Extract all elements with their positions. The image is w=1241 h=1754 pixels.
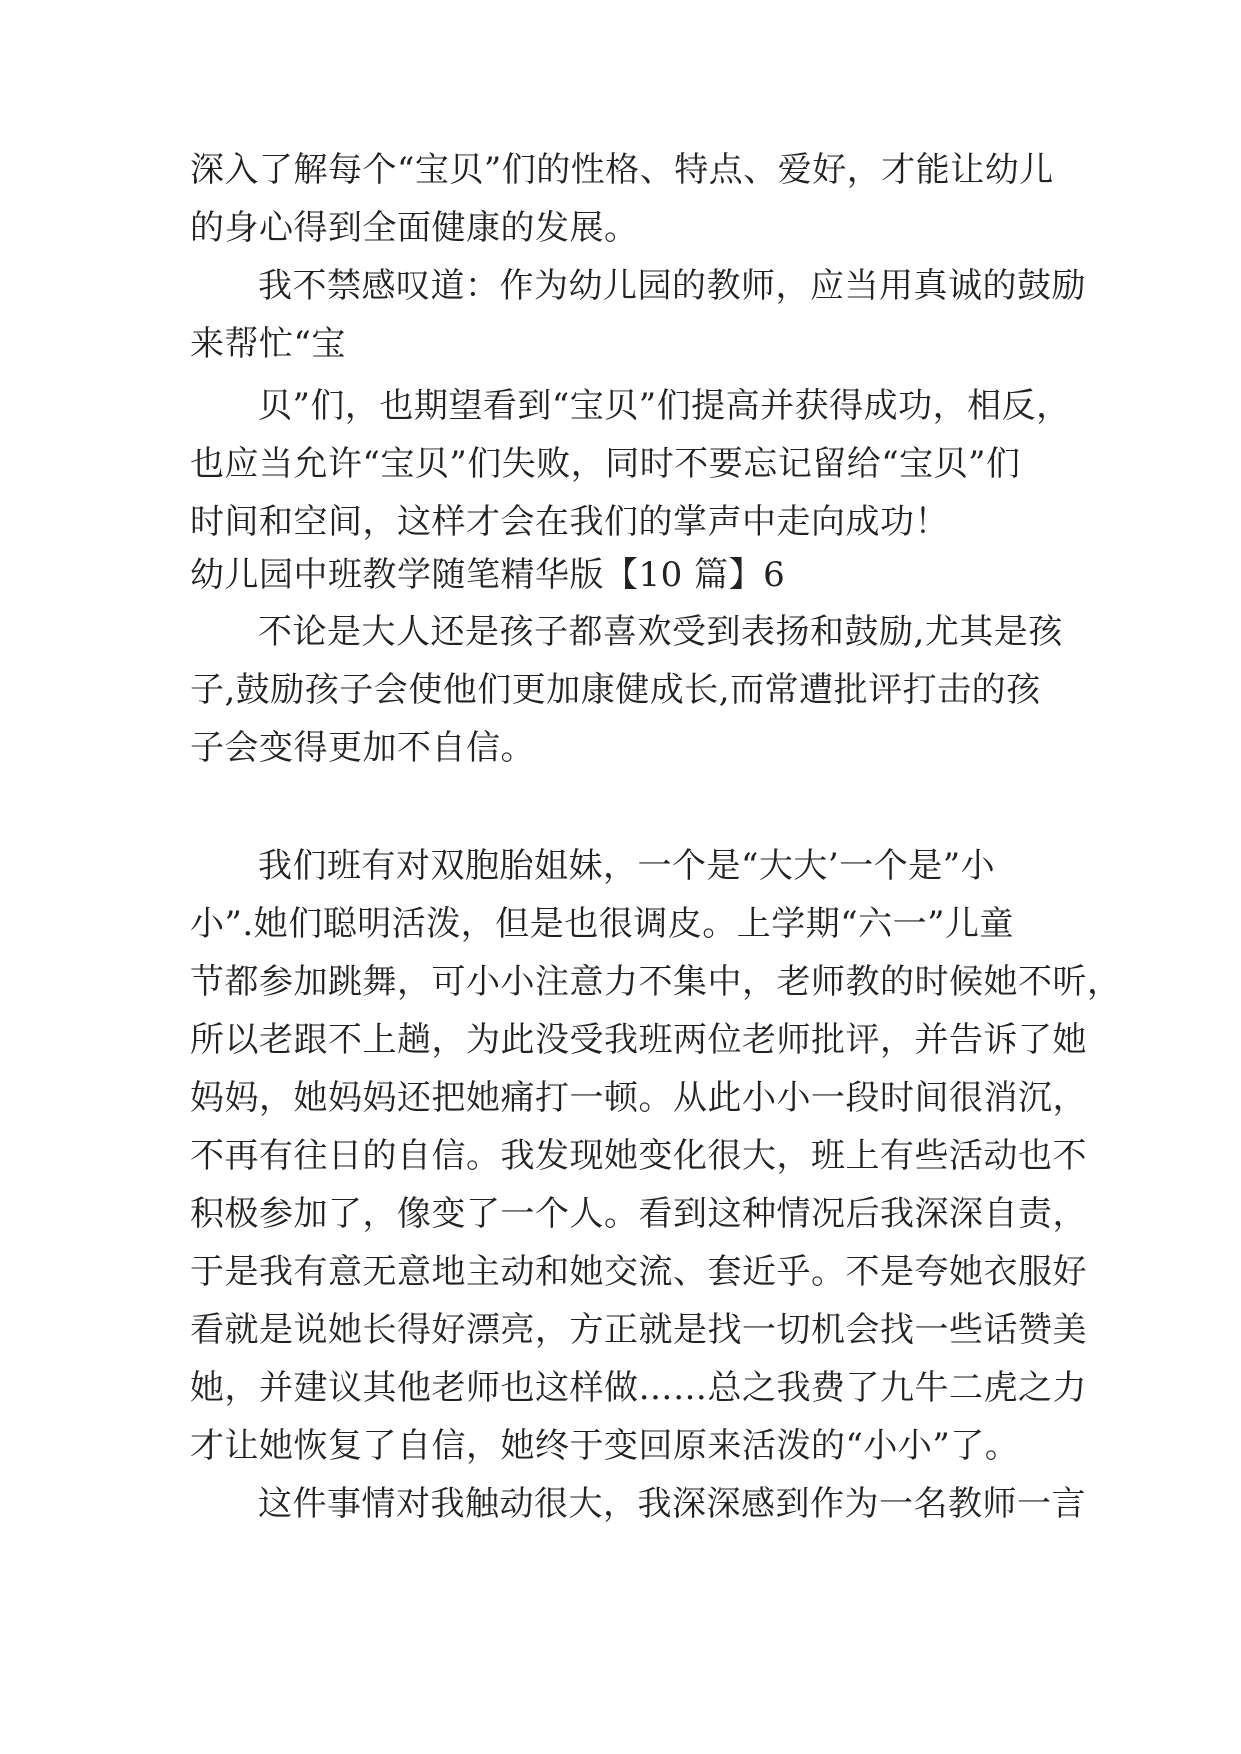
text-line: 积极参加了，像变了一个人。看到这种情况后我深深自责， (190, 1194, 1087, 1234)
text-line: 时间和空间，这样才会在我们的掌声中走向成功！ (190, 502, 949, 542)
text-line: 我们班有对双胞胎姐妹，一个是“大大’一个是”小 (258, 846, 996, 886)
text-line: 我不禁感叹道：作为幼儿园的教师，应当用真诚的鼓励 (258, 266, 1086, 306)
text-line: 看就是说她长得好漂亮，方正就是找一切机会找一些话赞美 (190, 1310, 1087, 1350)
text-line: 来帮忙“宝 (190, 324, 346, 364)
text-line: 子,鼓励孩子会使他们更加康健成长,而常遭批评打击的孩 (190, 670, 1041, 710)
text-line: 于是我有意无意地主动和她交流、套近乎。不是夸她衣服好 (190, 1252, 1087, 1292)
text-line: 也应当允许“宝贝”们失败，同时不要忘记留给“宝贝”们 (190, 444, 1021, 484)
text-line: 节都参加跳舞，可小小注意力不集中，老师教的时候她不听， (190, 962, 1122, 1002)
text-line: 子会变得更加不自信。 (190, 728, 535, 768)
text-line: 深入了解每个“宝贝”们的性格、特点、爱好，才能让幼儿 (190, 150, 1054, 190)
section-heading: 幼儿园中班教学随笔精华版【10 篇】6 (190, 555, 786, 595)
text-line: 她，并建议其他老师也这样做……总之我费了九牛二虎之力 (190, 1368, 1087, 1408)
text-line: 的身心得到全面健康的发展。 (190, 208, 639, 248)
text-line: 不论是大人还是孩子都喜欢受到表扬和鼓励,尤其是孩 (258, 612, 1063, 652)
text-line: 小”.她们聪明活泼，但是也很调皮。上学期“六一”儿童 (190, 904, 1014, 944)
text-line: 不再有往日的自信。我发现她变化很大，班上有些活动也不 (190, 1136, 1087, 1176)
text-line: 才让她恢复了自信，她终于变回原来活泼的“小小”了。 (190, 1426, 1020, 1466)
text-line: 所以老跟不上趟，为此没受我班两位老师批评，并告诉了她 (190, 1020, 1087, 1060)
text-line: 妈妈，她妈妈还把她痛打一顿。从此小小一段时间很消沉， (190, 1078, 1087, 1118)
text-line: 这件事情对我触动很大，我深深感到作为一名教师一言 (258, 1484, 1086, 1524)
text-line: 贝”们，也期望看到“宝贝”们提高并获得成功，相反， (258, 386, 1071, 426)
